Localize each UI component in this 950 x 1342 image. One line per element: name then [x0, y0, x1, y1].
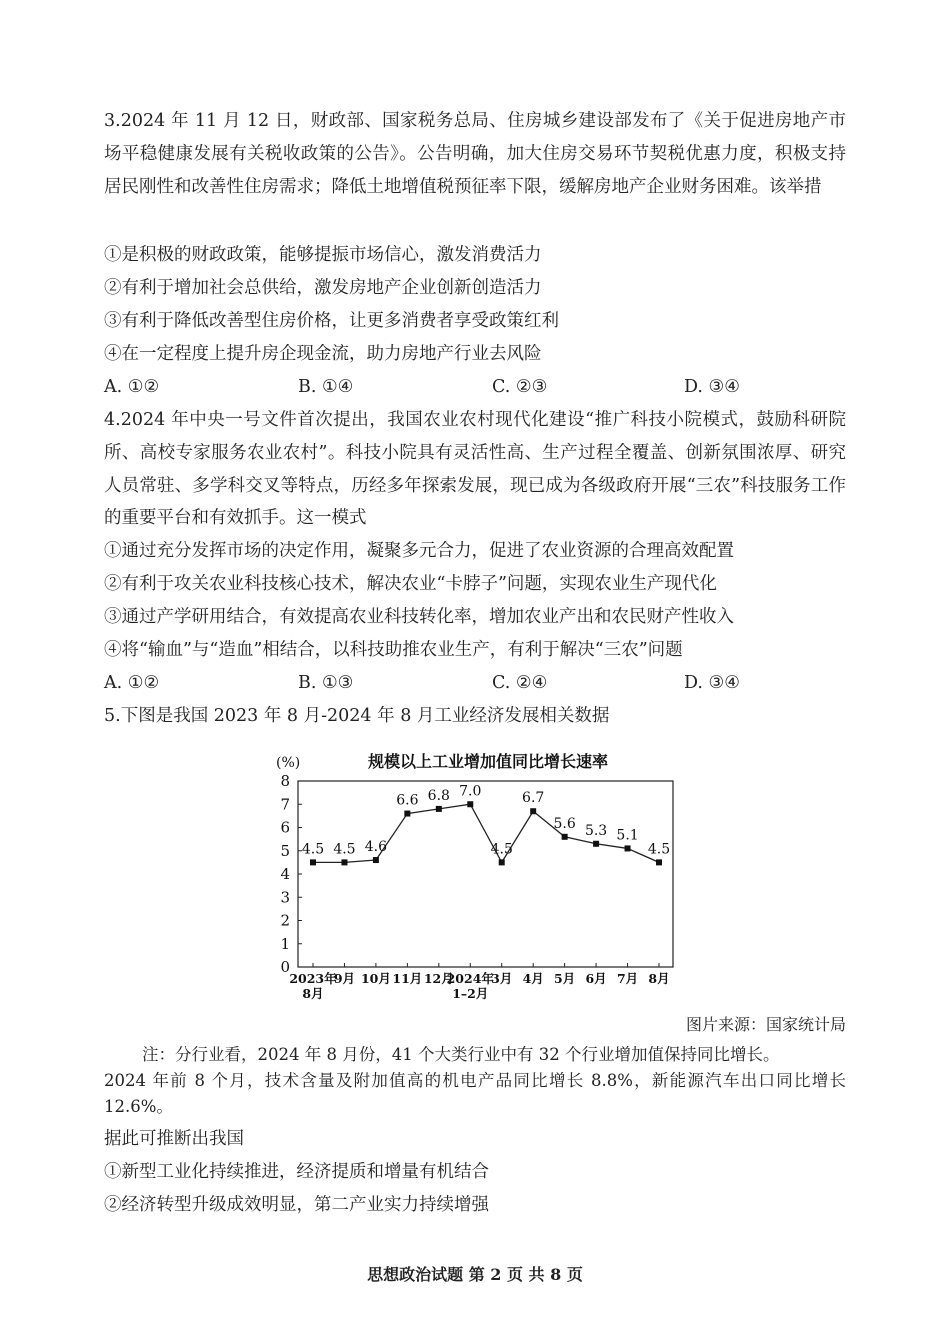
- data-point-5: [436, 806, 442, 812]
- y-tick-label-4: 4: [280, 865, 290, 883]
- q3-choice-c[interactable]: C. ②③: [492, 377, 548, 397]
- x-tick-label-8: 4月: [522, 971, 544, 986]
- q4-choice-b[interactable]: B. ①③: [298, 673, 354, 693]
- data-label-2: 4.5: [333, 841, 356, 858]
- data-point-10: [593, 841, 599, 847]
- q4-choices: [104, 667, 846, 699]
- q4-option-1: ①通过充分发挥市场的决定作用，凝聚多元合力，促进了农业资源的合理高效配置: [104, 541, 734, 561]
- q3-choice-d[interactable]: D. ③④: [684, 377, 740, 397]
- data-label-10: 5.3: [584, 822, 608, 839]
- q3-choice-b[interactable]: B. ①④: [298, 377, 354, 397]
- data-label-1: 4.5: [301, 841, 325, 858]
- chart-note-line2: 2024 年前 8 个月，技术含量及附加值高的机电产品同比增长 8.8%，新能源汽车出口同比增长 12.6%。: [104, 1071, 846, 1116]
- q5-stem: 5.下图是我国 2023 年 8 月-2024 年 8 月工业经济发展相关数据: [104, 706, 610, 726]
- q4-stem: 4.2024 年中央一号文件首次提出，我国农业农村现代化建设“推广科技小院模式，鼓励科研院所、高校专家服务农业农村”。科技小院具有灵活性高、生产过程全覆盖、创新氛围浓厚、研究人员常驻、多学科交叉等特点，历经多年探索发展，现已成为各级政府开展“三农”科技服务工作的重要平台和有效抓手。这一模式: [104, 410, 846, 529]
- x-tick-label-9: 5月: [554, 971, 576, 986]
- chart-source: 图片来源：国家统计局: [685, 1015, 846, 1034]
- y-tick-label-2: 2: [280, 911, 290, 930]
- plot-frame: [298, 781, 673, 967]
- x-tick-label-3: 10月: [360, 971, 391, 986]
- data-point-12: [656, 859, 662, 865]
- x-tick-sublabel-1: 8月: [302, 986, 324, 1001]
- chart-note-line1: 注：分行业看，2024 年 8 月份，41 个大类行业中有 32 个行业增加值保持同比增长。: [142, 1045, 780, 1064]
- y-tick-label-0: 0: [280, 958, 290, 976]
- q4-option-2: ②有利于攻关农业科技核心技术，解决农业“卡脖子”问题，实现农业生产现代化: [104, 574, 717, 594]
- x-tick-label-6: 2024年: [446, 971, 494, 986]
- y-axis-ticks: [280, 772, 302, 976]
- x-tick-label-11: 7月: [616, 971, 639, 986]
- x-tick-label-7: 3月: [491, 971, 513, 986]
- q5-option-2: ②经济转型升级成效明显，第二产业实力持续增强: [104, 1195, 489, 1215]
- data-point-2: [341, 859, 347, 865]
- y-tick-label-3: 3: [280, 888, 290, 907]
- data-label-3: 4.6: [364, 839, 388, 856]
- y-tick-label-1: 1: [280, 934, 290, 953]
- x-axis-ticks: [289, 963, 669, 1001]
- data-point-1: [310, 859, 316, 865]
- y-tick-label-7: 7: [280, 795, 290, 814]
- data-label-4: 6.6: [396, 792, 419, 809]
- y-tick-label-6: 6: [280, 818, 290, 837]
- x-tick-sublabel-6: 1–2月: [452, 986, 489, 1001]
- data-label-5: 6.8: [427, 787, 450, 804]
- x-tick-label-12: 8月: [648, 971, 670, 986]
- q3-stem: 3.2024 年 11 月 12 日，财政部、国家税务总局、住房城乡建设部发布了《关于促进房地产市场平稳健康发展有关税收政策的公告》。公告明确，加大住房交易环节契税优惠力度，积极支持居民刚性和改善性住房需求；降低土地增值税预征率下限，缓解房地产企业财务困难。该举措: [104, 111, 846, 197]
- data-point-6: [467, 801, 473, 807]
- x-tick-label-10: 6月: [585, 971, 607, 986]
- page-footer: 思想政治试题 第 2 页 共 8 页: [367, 1265, 583, 1284]
- data-label-12: 4.5: [647, 841, 671, 858]
- q3-option-2: ②有利于增加社会总供给，激发房地产企业创新创造活力: [104, 278, 542, 298]
- data-point-4: [404, 811, 410, 817]
- line-chart: [270, 745, 690, 1010]
- data-label-7: 4.5: [490, 841, 513, 858]
- chart-title: 规模以上工业增加值同比增长速率: [367, 752, 609, 771]
- x-tick-label-1: 2023年: [289, 971, 337, 986]
- data-points: [302, 783, 670, 865]
- data-label-8: 6.7: [522, 790, 545, 807]
- data-label-6: 7.0: [459, 783, 482, 800]
- q3-choice-a[interactable]: A. ①②: [104, 377, 160, 397]
- x-tick-label-5: 12月: [423, 971, 454, 986]
- q4-option-4: ④将“输血”与“造血”相结合，以科技助推农业生产，有利于解决“三农”问题: [104, 640, 683, 660]
- q4-choice-c[interactable]: C. ②④: [492, 673, 548, 693]
- data-point-9: [562, 834, 568, 840]
- q4-option-3: ③通过产学研用结合，有效提高农业科技转化率，增加农业产出和农民财产性收入: [104, 607, 734, 627]
- q3-option-3: ③有利于降低改善型住房价格，让更多消费者享受政策红利: [104, 311, 559, 331]
- x-tick-label-4: 11月: [392, 971, 423, 986]
- q4-choice-a[interactable]: A. ①②: [104, 673, 160, 693]
- x-tick-label-2: 9月: [333, 971, 356, 986]
- data-point-11: [625, 845, 631, 851]
- y-tick-label-5: 5: [280, 841, 290, 860]
- q3-option-1: ①是积极的财政政策，能够提振市场信心，激发消费活力: [104, 245, 542, 265]
- y-tick-label-8: 8: [280, 772, 290, 790]
- chart-ylabel: (%): [276, 755, 301, 771]
- data-label-9: 5.6: [553, 815, 576, 832]
- q5-option-1: ①新型工业化持续推进，经济提质和增量有机结合: [104, 1162, 489, 1182]
- data-point-8: [530, 808, 536, 814]
- data-label-11: 5.1: [616, 827, 639, 844]
- q5-infer: 据此可推断出我国: [104, 1129, 244, 1149]
- data-point-7: [499, 859, 505, 865]
- data-point-3: [373, 857, 379, 863]
- q3-choices: [104, 371, 846, 403]
- q3-option-4: ④在一定程度上提升房企现金流，助力房地产行业去风险: [104, 344, 542, 364]
- q4-choice-d[interactable]: D. ③④: [684, 673, 740, 693]
